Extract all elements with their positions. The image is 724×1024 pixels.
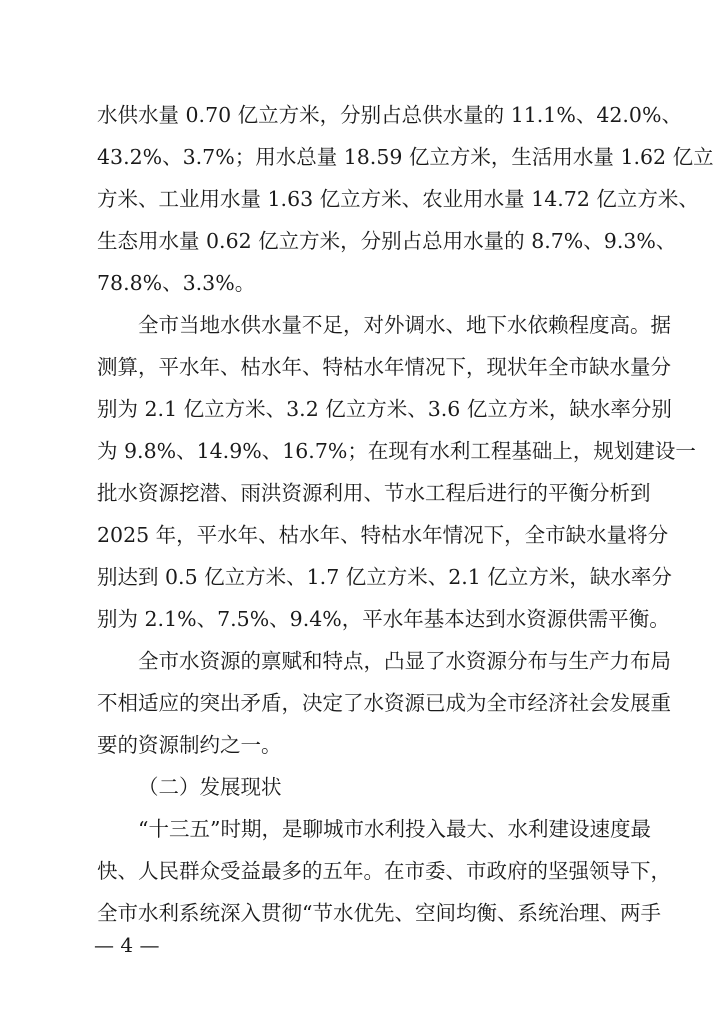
text-line: 2025 年，平水年、枯水年、特枯水年情况下，全市缺水量将分 [97,523,669,547]
text-line: “十三五”时期，是聊城市水利投入最大、水利建设速度最 [138,817,651,841]
text-line: 快、人民群众受益最多的五年。在市委、市政府的坚强领导下， [97,859,671,883]
text-line: 要的资源制约之一。 [97,733,282,757]
text-line: 别为 2.1%、7.5%、9.4%，平水年基本达到水资源供需平衡。 [97,607,670,631]
text-line: 水供水量 0.70 亿立方米，分别占总供水量的 11.1%、42.0%、 [97,103,682,127]
text-line: 测算，平水年、枯水年、特枯水年情况下，现状年全市缺水量分 [97,355,671,379]
text-line: 78.8%、3.3%。 [97,271,256,295]
text-line: 批水资源挖潜、雨洪资源利用、节水工程后进行的平衡分析到 [97,481,651,505]
text-line: 别达到 0.5 亿立方米、1.7 亿立方米、2.1 亿立方米，缺水率分 [97,565,672,589]
text-line: 43.2%、3.7%；用水总量 18.59 亿立方米，生活用水量 1.62 亿立 [97,145,714,169]
text-line: 生态用水量 0.62 亿立方米，分别占总用水量的 8.7%、9.3%、 [97,229,677,253]
text-line: 不相适应的突出矛盾，决定了水资源已成为全市经济社会发展重 [97,691,671,715]
text-line: 全市水资源的禀赋和特点，凸显了水资源分布与生产力布局 [138,649,671,673]
text-line: 别为 2.1 亿立方米、3.2 亿立方米、3.6 亿立方米，缺水率分别 [97,397,672,421]
text-line: 全市当地水供水量不足，对外调水、地下水依赖程度高。据 [138,313,671,337]
text-line: 方米、工业用水量 1.63 亿立方米、农业用水量 14.72 亿立方米、 [97,187,699,211]
text-line: 为 9.8%、14.9%、16.7%；在现有水利工程基础上，规划建设一 [97,439,696,463]
section-heading-development-status: （二）发展现状 [138,775,282,799]
text-line: 全市水利系统深入贯彻“节水优先、空间均衡、系统治理、两手 [97,901,661,925]
page-number: — 4 — [94,933,160,957]
